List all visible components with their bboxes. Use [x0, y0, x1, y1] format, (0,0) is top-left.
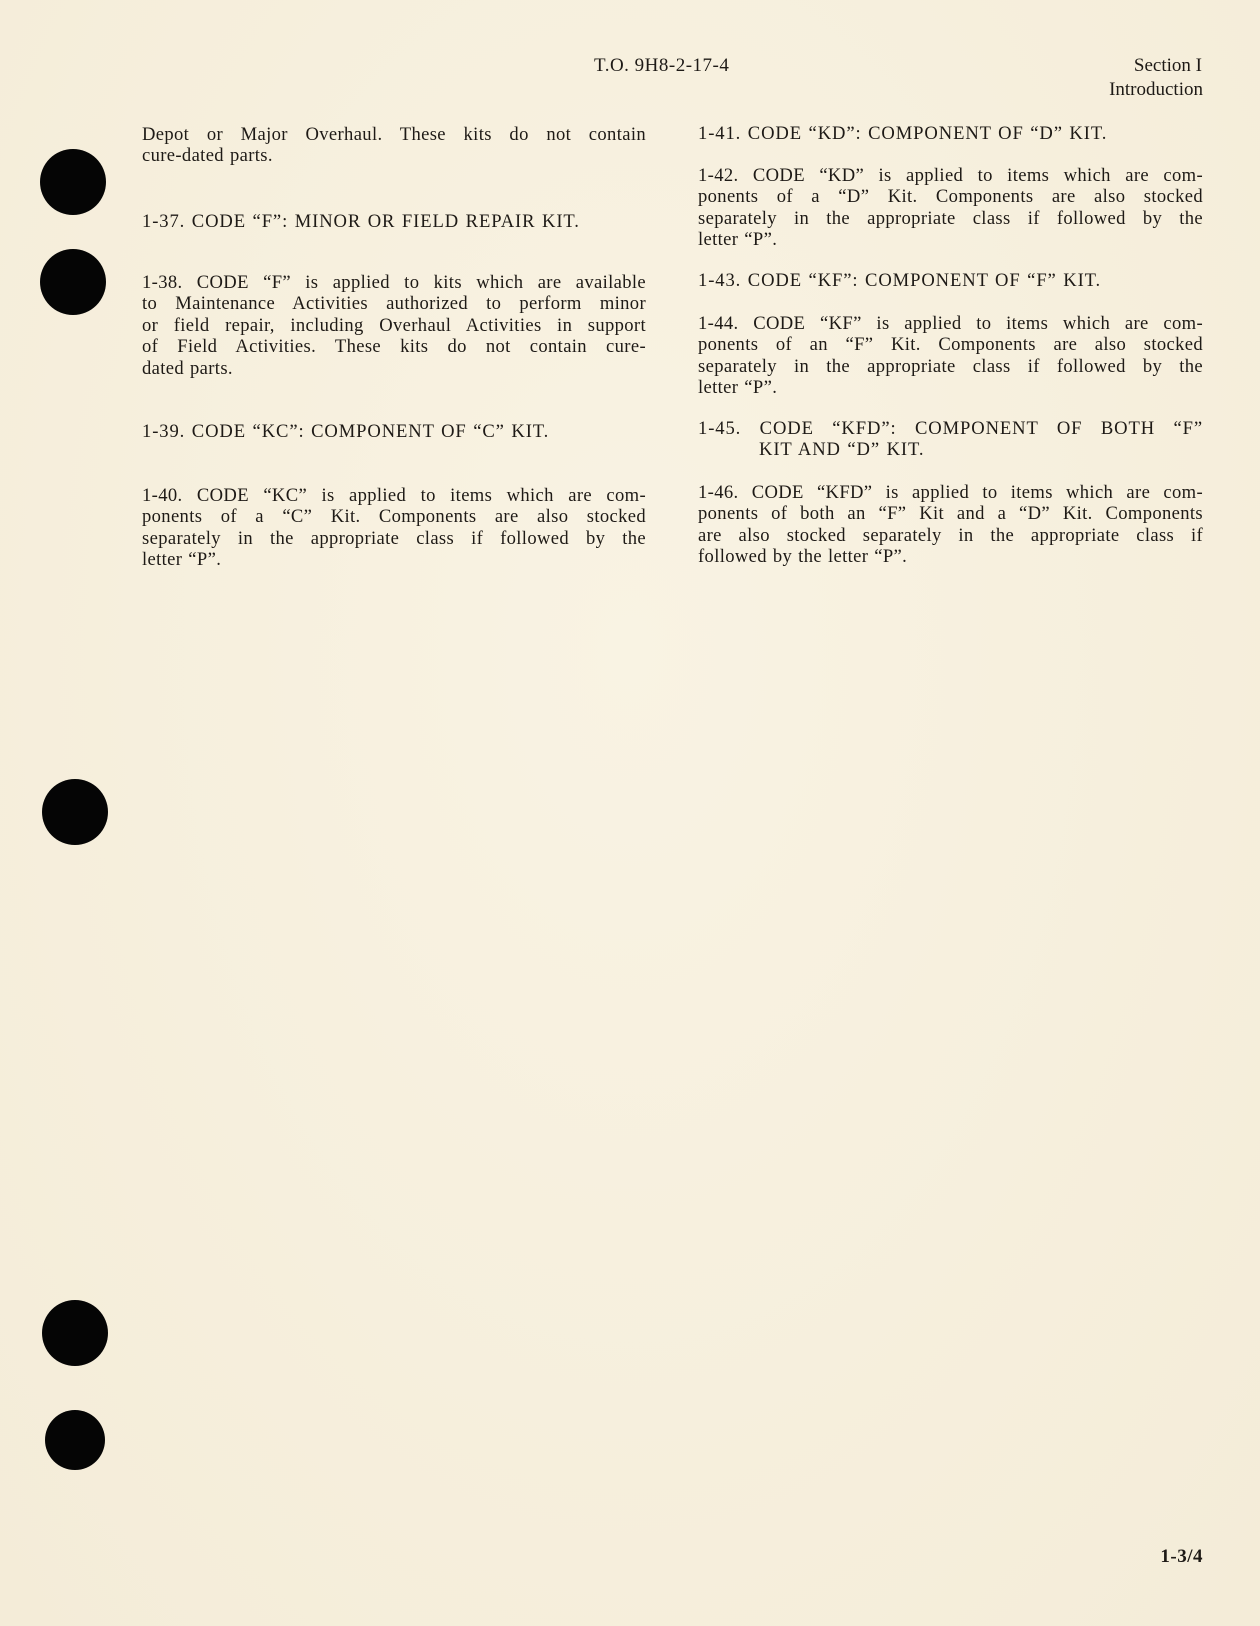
heading-1-39	[142, 421, 646, 442]
text-line: Depot or Major Overhaul. These kits do not contain	[142, 124, 646, 145]
text-line: 1-38. CODE “F” is applied to kits which are available	[142, 272, 646, 293]
paragraph-1-42	[698, 165, 1203, 251]
paragraph-continuation	[142, 124, 646, 167]
punch-hole	[42, 1300, 108, 1366]
text-line: dated parts.	[142, 357, 233, 379]
text-line: 1-41. CODE “KD”: COMPONENT OF “D” KIT.	[698, 123, 1108, 144]
text-line: or field repair, including Overhaul Activities in support	[142, 314, 646, 336]
text-line: 1-40. CODE “KC” is applied to items which are com-	[142, 485, 646, 506]
page-number: 1-3/4	[1160, 1546, 1203, 1567]
text-line: 1-44. CODE “KF” is applied to items which are com-	[698, 313, 1203, 334]
heading-1-43	[698, 270, 1203, 291]
document-number: T.O. 9H8-2-17-4	[594, 55, 730, 76]
paragraph-1-44	[698, 313, 1203, 399]
heading-1-41	[698, 123, 1203, 144]
text-line: letter “P”.	[698, 377, 778, 399]
text-line: are also stocked separately in the appropriate class if	[698, 524, 1203, 546]
text-line: letter “P”.	[142, 549, 222, 571]
text-line: cure-dated parts.	[142, 145, 273, 167]
text-line: 1-37. CODE “F”: MINOR OR FIELD REPAIR KIT.	[142, 211, 580, 232]
paragraph-1-40	[142, 485, 646, 571]
paragraph-1-46	[698, 482, 1203, 568]
text-line: KIT AND “D” KIT.	[759, 439, 925, 461]
text-line: separately in the appropriate class if followed by the	[142, 527, 646, 549]
punch-hole	[40, 249, 106, 315]
text-line: ponents of both an “F” Kit and a “D” Kit. Components	[698, 503, 1203, 525]
punch-hole	[45, 1410, 105, 1470]
text-line: ponents of a “C” Kit. Components are also stocked	[142, 506, 646, 528]
text-line: 1-43. CODE “KF”: COMPONENT OF “F” KIT.	[698, 270, 1102, 291]
heading-1-37	[142, 211, 646, 232]
punch-hole	[40, 149, 106, 215]
punch-hole	[42, 779, 108, 845]
heading-1-45	[698, 418, 1203, 461]
text-line: 1-42. CODE “KD” is applied to items which are com-	[698, 165, 1203, 186]
text-line: ponents of a “D” Kit. Components are also stocked	[698, 186, 1203, 208]
text-line: 1-45. CODE “KFD”: COMPONENT OF BOTH “F”	[698, 418, 1203, 439]
text-line: 1-46. CODE “KFD” is applied to items which are com-	[698, 482, 1203, 503]
section-title: Introduction	[1109, 79, 1203, 100]
text-line: to Maintenance Activities authorized to perform minor	[142, 293, 646, 315]
section-label: Section I	[1133, 55, 1202, 76]
text-line: separately in the appropriate class if followed by the	[698, 355, 1203, 377]
paragraph-1-38	[142, 272, 646, 379]
text-line: followed by the letter “P”.	[698, 546, 908, 568]
text-line: of Field Activities. These kits do not contain cure-	[142, 336, 646, 358]
text-line: separately in the appropriate class if followed by the	[698, 207, 1203, 229]
text-line: ponents of an “F” Kit. Components are also stocked	[698, 334, 1203, 356]
text-line: letter “P”.	[698, 229, 778, 251]
text-line: 1-39. CODE “KC”: COMPONENT OF “C” KIT.	[142, 421, 550, 442]
